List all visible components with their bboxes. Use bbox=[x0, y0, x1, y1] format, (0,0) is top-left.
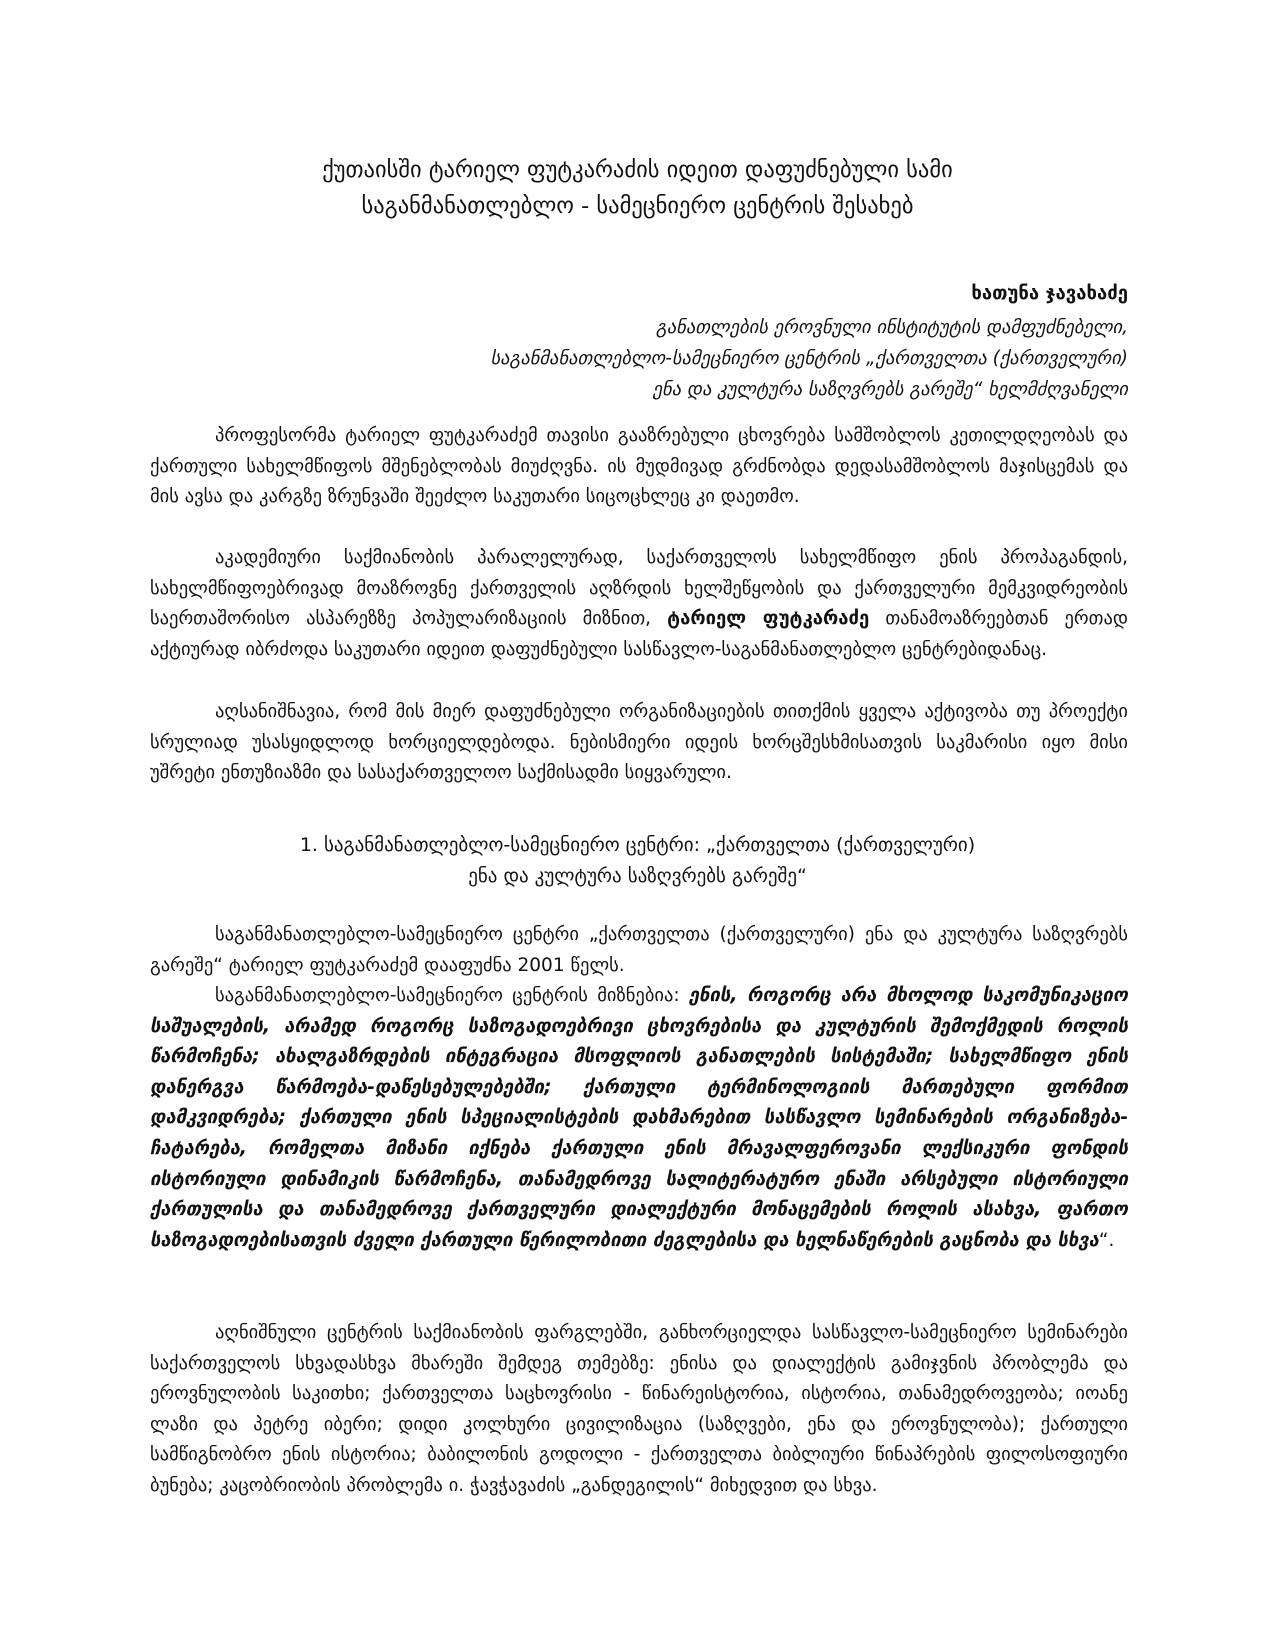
section-1-heading bbox=[150, 830, 1125, 892]
section-1-heading-line-2: ენა და კულტურა საზღვრებს გარეშე“ bbox=[468, 865, 807, 887]
author-name: ხათუნა ჯავახაძე bbox=[971, 283, 1128, 304]
section-1-paragraph-1: საგანმანათლებლო-სამეცნიერო ცენტრი „ქართველთა (ქართველური) ენა და კულტურა საზღვრებს გარეშე“ ტარიელ ფუტკარაძემ დააფუძნა 2001 წელს. bbox=[150, 924, 1128, 976]
intro-paragraph-1: პროფესორმა ტარიელ ფუტკარაძემ თავისი გააზრებული ცხოვრება სამშობლოს კეთილდღეობას და ქართული სახელმწიფოს მშენებლობას მიუძღვნა. ის მუდმივად გრძნობდა დედასამშობლოს მაჯისცემას და მის ავსა და კარგზე ზრუნვაში შეეძლო საკუთარი სიცოცხლეც კი დაეთმო. bbox=[150, 425, 1128, 508]
section-1-paragraph-3: აღნიშნული ცენტრის საქმიანობის ფარგლებში, განხორციელდა სასწავლო-სამეცნიერო სემინარები საქართველოს სხვადასხვა მხარეში შემდეგ თემებზე: ენისა და დიალექტის გამიჯვნის პრობლემა და ეროვნულობის საკითხი; ქართველთა საცხოვრისი - წინარეისტორია, ისტორია, თანამედროვეობა; იოანე ლაზი და პეტრე იბერი; დიდი კოლხური ცივილიზაცია (საზღვები, ენა და ეროვნულობა); ქართული სამწიგნობრო ენის ისტორია; ბაბილონის გოდოლი - ქართველთა ბიბლიური წინაპრების ფილოსოფიური ბუნება; კაცობრიობის პრობლემა ი. ჭავჭავაძის „განდეგილის“ მიხედვით და სხვა. bbox=[150, 1322, 1128, 1496]
affiliation-line-3: ენა და კულტურა საზღვრებს გარეშე“ ხელმძღვანელი bbox=[652, 379, 1128, 400]
paragraph-goals-intro: საგანმანათლებლო-სამეცნიერო ცენტრის მიზნებია: bbox=[215, 985, 680, 1006]
page-title bbox=[150, 152, 1125, 224]
intro-paragraph-3: აღსანიშნავია, რომ მის მიერ დაფუძნებული ორგანიზაციების თითქმის ყველა აქტივობა თუ პროექტი სრულიად უსასყიდლოდ ხორციელდებოდა. ნებისმიერი იდეის ხორცშესხმისათვის საკმარისი იყო მისი უშრეტი ენთუზიაზმი და სასაქართველოო საქმისადმი სიყვარული. bbox=[150, 701, 1128, 784]
section-1-heading-line-1: 1. საგანმანათლებლო-სამეცნიერო ცენტრი: „ქართველთა (ქართველური) bbox=[299, 834, 976, 856]
author-affiliation bbox=[228, 312, 1128, 405]
paragraph-2-end: თანამოაზრეებთან ერთად აქტიურად იბრძოდა საკუთარი იდეით დაფუძნებული სასწავლო-საგანმანათლებლო ცენტრებიდანაც. bbox=[150, 608, 1128, 660]
affiliation-line-1: განათლების ეროვნული ინსტიტუტის დამფუძნებელი, bbox=[656, 317, 1128, 338]
paragraph-goals-end: “. bbox=[1098, 1229, 1115, 1251]
title-line-2: საგანმანათლებლო - სამეცნიერო ცენტრის შესახებ bbox=[361, 193, 914, 219]
paragraph-2-start: აკადემიური საქმიანობის პარალელურად, საქართველოს სახელმწიფო ენის პროპაგანდის, სახელმწიფოებრივად მოაზროვნე ქართველის აღზრდის ხელშეწყობის და ქართველური მემკვიდრეობის საერთაშორისო ასპარეზზე პოპულარიზაციის მიზნით, bbox=[150, 547, 1128, 630]
title-line-1: ქუთაისში ტარიელ ფუტკარაძის იდეით დაფუძნებული სამი bbox=[322, 157, 953, 183]
paragraph-goals-emphasis: ენის, როგორც არა მხოლოდ საკომუნიკაციო საშუალების, არამედ როგორც საზოგადოებრივი ცხოვრებისა და კულტურის შემოქმედის როლის წარმოჩენა; ახალგაზრდების ინტეგრაცია მსოფლიოს განათლების სისტემაში; სახელმწიფო ენის დანერგვა წარმოება-დაწესებულებებში; ქართული ტერმინოლოგიის მართებული ფორმით დამკვიდრება; ქართული ენის სპეციალისტების დახმარებით სასწავლო სემინარების ორგანიზება-ჩატარება, რომელთა მიზანი იქნება ქართული ენის მრავალფეროვანი ლექსიკური ფონდის ისტორიული დინამიკის წარმოჩენა, თანამედროვე სალიტერატურო ენაში არსებული ისტორიული ქართულისა და თანამედროვე ქართველური დიალექტური მონაცემების როლის ასახვა, ფართო საზოგადოებისათვის ძველი ქართული წერილობითი ძეგლებისა და ხელნაწერების გაცნობა და სხვა bbox=[150, 985, 1128, 1251]
paragraph-2-bold-name: ტარიელ ფუტკარაძე bbox=[667, 608, 870, 630]
section-1-paragraph-2 bbox=[150, 981, 1128, 1256]
affiliation-line-2: საგანმანათლებლო-სამეცნიერო ცენტრის „ქართველთა (ქართველური) bbox=[490, 348, 1128, 369]
intro-paragraph-2 bbox=[150, 543, 1128, 665]
